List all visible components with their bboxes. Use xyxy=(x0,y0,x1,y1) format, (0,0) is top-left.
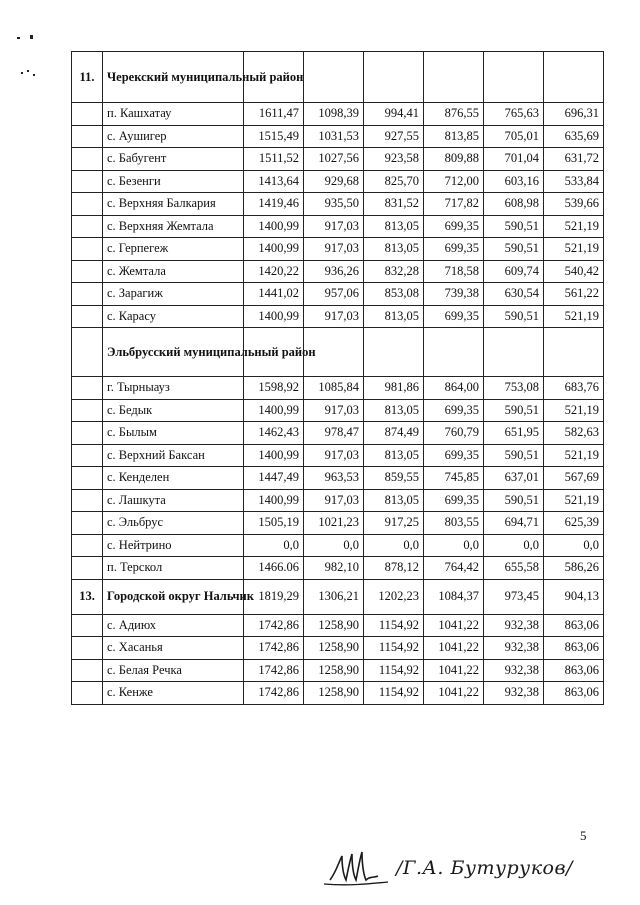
value-cell: 590,51 xyxy=(484,444,544,467)
scan-speck xyxy=(27,70,29,72)
value-cell: 651,95 xyxy=(484,422,544,445)
value-cell: 1258,90 xyxy=(304,637,364,660)
value-cell: 1400,99 xyxy=(244,399,304,422)
value-cell: 917,03 xyxy=(304,444,364,467)
value-cell: 917,03 xyxy=(304,215,364,238)
value-cell: 863,06 xyxy=(544,682,604,705)
value-cell: 813,05 xyxy=(364,215,424,238)
row-number-cell xyxy=(72,637,103,660)
row-number-cell xyxy=(72,215,103,238)
value-cell: 655,58 xyxy=(484,557,544,580)
value-cell: 813,05 xyxy=(364,489,424,512)
value-cell: 582,63 xyxy=(544,422,604,445)
row-number-cell xyxy=(72,557,103,580)
value-cell: 917,03 xyxy=(304,238,364,261)
value-cell: 929,68 xyxy=(304,170,364,193)
value-cell: 1041,22 xyxy=(424,614,484,637)
value-cell: 521,19 xyxy=(544,444,604,467)
row-number-cell xyxy=(72,260,103,283)
value-cell: 0,0 xyxy=(424,534,484,557)
row-number-cell xyxy=(72,305,103,328)
locality-name: с. Жемтала xyxy=(103,260,244,283)
value-cell: 932,38 xyxy=(484,637,544,660)
value-cell: 625,39 xyxy=(544,512,604,535)
value-cell: 1400,99 xyxy=(244,444,304,467)
section-header-row xyxy=(72,579,604,614)
section-number: 11. xyxy=(72,52,103,103)
value-cell: 696,31 xyxy=(544,103,604,126)
value-cell: 1742,86 xyxy=(244,637,304,660)
scan-speck xyxy=(33,74,35,76)
value-cell: 864,00 xyxy=(424,377,484,400)
row-number-cell xyxy=(72,444,103,467)
locality-name: с. Верхняя Балкария xyxy=(103,193,244,216)
value-cell xyxy=(544,52,604,103)
table-row xyxy=(72,422,604,445)
value-cell xyxy=(364,52,424,103)
locality-name: с. Безенги xyxy=(103,170,244,193)
section-title: Черекский муниципальный район xyxy=(103,52,244,103)
value-cell: 978,47 xyxy=(304,422,364,445)
value-cell: 637,01 xyxy=(484,467,544,490)
locality-name: с. Нейтрино xyxy=(103,534,244,557)
row-number-cell xyxy=(72,467,103,490)
value-cell: 831,52 xyxy=(364,193,424,216)
scan-speck xyxy=(17,37,20,39)
value-cell: 932,38 xyxy=(484,682,544,705)
value-cell: 982,10 xyxy=(304,557,364,580)
locality-name: с. Герпегеж xyxy=(103,238,244,261)
value-cell: 590,51 xyxy=(484,399,544,422)
value-cell: 717,82 xyxy=(424,193,484,216)
locality-name: с. Былым xyxy=(103,422,244,445)
table-row xyxy=(72,260,604,283)
value-cell: 1419,46 xyxy=(244,193,304,216)
value-cell xyxy=(304,52,364,103)
value-cell: 630,54 xyxy=(484,283,544,306)
value-cell: 701,04 xyxy=(484,148,544,171)
value-cell: 533,84 xyxy=(544,170,604,193)
row-number-cell xyxy=(72,614,103,637)
value-cell: 631,72 xyxy=(544,148,604,171)
value-cell: 935,50 xyxy=(304,193,364,216)
value-cell: 813,05 xyxy=(364,305,424,328)
value-cell: 1511,52 xyxy=(244,148,304,171)
table-row xyxy=(72,467,604,490)
locality-name: с. Верхний Баксан xyxy=(103,444,244,467)
value-cell: 1258,90 xyxy=(304,682,364,705)
value-cell: 590,51 xyxy=(484,238,544,261)
value-cell: 0,0 xyxy=(304,534,364,557)
locality-name: с. Белая Речка xyxy=(103,659,244,682)
row-number-cell xyxy=(72,148,103,171)
value-cell: 863,06 xyxy=(544,614,604,637)
row-number-cell xyxy=(72,659,103,682)
locality-name: с. Зарагиж xyxy=(103,283,244,306)
value-cell: 1154,92 xyxy=(364,659,424,682)
value-cell: 1085,84 xyxy=(304,377,364,400)
value-cell: 699,35 xyxy=(424,399,484,422)
table-row xyxy=(72,659,604,682)
value-cell: 994,41 xyxy=(364,103,424,126)
value-cell: 863,06 xyxy=(544,637,604,660)
locality-name: п. Терскол xyxy=(103,557,244,580)
row-number-cell xyxy=(72,238,103,261)
section-number: 13. xyxy=(72,579,103,614)
value-cell: 765,63 xyxy=(484,103,544,126)
value-cell: 745,85 xyxy=(424,467,484,490)
value-cell: 1258,90 xyxy=(304,614,364,637)
table-row xyxy=(72,238,604,261)
locality-name: г. Тырныауз xyxy=(103,377,244,400)
value-cell: 0,0 xyxy=(544,534,604,557)
value-cell: 1041,22 xyxy=(424,682,484,705)
value-cell: 1515,49 xyxy=(244,125,304,148)
value-cell: 1400,99 xyxy=(244,489,304,512)
locality-name: с. Карасу xyxy=(103,305,244,328)
row-number-cell xyxy=(72,283,103,306)
value-cell: 608,98 xyxy=(484,193,544,216)
value-cell: 803,55 xyxy=(424,512,484,535)
value-cell: 973,45 xyxy=(484,579,544,614)
value-cell: 904,13 xyxy=(544,579,604,614)
value-cell: 609,74 xyxy=(484,260,544,283)
value-cell: 683,76 xyxy=(544,377,604,400)
value-cell: 927,55 xyxy=(364,125,424,148)
value-cell: 825,70 xyxy=(364,170,424,193)
value-cell: 705,01 xyxy=(484,125,544,148)
value-cell: 540,42 xyxy=(544,260,604,283)
scan-speck xyxy=(30,35,33,39)
value-cell: 1041,22 xyxy=(424,659,484,682)
tariff-table xyxy=(71,51,604,705)
value-cell: 739,38 xyxy=(424,283,484,306)
table-row xyxy=(72,614,604,637)
value-cell: 917,03 xyxy=(304,489,364,512)
value-cell: 859,55 xyxy=(364,467,424,490)
section-header-row xyxy=(72,52,604,103)
row-number-cell xyxy=(72,422,103,445)
table-row xyxy=(72,103,604,126)
value-cell: 1505,19 xyxy=(244,512,304,535)
value-cell: 917,25 xyxy=(364,512,424,535)
value-cell: 590,51 xyxy=(484,305,544,328)
section-title: Эльбрусский муниципальный район xyxy=(103,328,244,377)
value-cell: 1598,92 xyxy=(244,377,304,400)
value-cell xyxy=(364,328,424,377)
locality-name: с. Бедык xyxy=(103,399,244,422)
value-cell: 521,19 xyxy=(544,238,604,261)
value-cell: 876,55 xyxy=(424,103,484,126)
value-cell: 699,35 xyxy=(424,444,484,467)
value-cell: 699,35 xyxy=(424,238,484,261)
value-cell: 694,71 xyxy=(484,512,544,535)
table-row xyxy=(72,170,604,193)
table-row xyxy=(72,305,604,328)
locality-name: с. Аушигер xyxy=(103,125,244,148)
value-cell: 1462,43 xyxy=(244,422,304,445)
table-row xyxy=(72,512,604,535)
value-cell: 586,26 xyxy=(544,557,604,580)
value-cell: 932,38 xyxy=(484,614,544,637)
value-cell: 1154,92 xyxy=(364,682,424,705)
locality-name: с. Кенделен xyxy=(103,467,244,490)
value-cell: 813,85 xyxy=(424,125,484,148)
value-cell: 712,00 xyxy=(424,170,484,193)
value-cell: 0,0 xyxy=(364,534,424,557)
row-number-cell xyxy=(72,399,103,422)
table-row xyxy=(72,399,604,422)
value-cell: 1441,02 xyxy=(244,283,304,306)
locality-name: с. Кенже xyxy=(103,682,244,705)
value-cell: 923,58 xyxy=(364,148,424,171)
row-number-cell xyxy=(72,489,103,512)
value-cell: 561,22 xyxy=(544,283,604,306)
value-cell: 832,28 xyxy=(364,260,424,283)
value-cell: 521,19 xyxy=(544,399,604,422)
section-header-row xyxy=(72,328,604,377)
value-cell: 813,05 xyxy=(364,444,424,467)
value-cell: 1306,21 xyxy=(304,579,364,614)
scan-speck xyxy=(21,72,23,74)
locality-name: с. Адиюх xyxy=(103,614,244,637)
value-cell: 863,06 xyxy=(544,659,604,682)
locality-name: п. Кашхатау xyxy=(103,103,244,126)
value-cell: 917,03 xyxy=(304,399,364,422)
value-cell xyxy=(424,52,484,103)
row-number-cell xyxy=(72,103,103,126)
value-cell: 1611,47 xyxy=(244,103,304,126)
value-cell xyxy=(424,328,484,377)
row-number-cell xyxy=(72,193,103,216)
table-row xyxy=(72,682,604,705)
table-row xyxy=(72,377,604,400)
value-cell: 718,58 xyxy=(424,260,484,283)
value-cell: 753,08 xyxy=(484,377,544,400)
value-cell: 567,69 xyxy=(544,467,604,490)
row-number-cell xyxy=(72,125,103,148)
table-row xyxy=(72,489,604,512)
value-cell: 760,79 xyxy=(424,422,484,445)
value-cell xyxy=(544,328,604,377)
value-cell: 1819,29 xyxy=(244,579,304,614)
value-cell xyxy=(484,328,544,377)
value-cell: 809,88 xyxy=(424,148,484,171)
value-cell: 874,49 xyxy=(364,422,424,445)
locality-name: с. Бабугент xyxy=(103,148,244,171)
value-cell: 590,51 xyxy=(484,489,544,512)
table-row xyxy=(72,557,604,580)
value-cell: 1154,92 xyxy=(364,614,424,637)
value-cell: 521,19 xyxy=(544,215,604,238)
table-row xyxy=(72,215,604,238)
value-cell: 981,86 xyxy=(364,377,424,400)
locality-name: с. Эльбрус xyxy=(103,512,244,535)
value-cell: 1466.06 xyxy=(244,557,304,580)
value-cell: 813,05 xyxy=(364,238,424,261)
value-cell: 813,05 xyxy=(364,399,424,422)
value-cell: 957,06 xyxy=(304,283,364,306)
locality-name: с. Верхняя Жемтала xyxy=(103,215,244,238)
value-cell: 917,03 xyxy=(304,305,364,328)
value-cell: 1021,23 xyxy=(304,512,364,535)
value-cell: 936,26 xyxy=(304,260,364,283)
value-cell: 764,42 xyxy=(424,557,484,580)
value-cell: 1420,22 xyxy=(244,260,304,283)
section-title: Городской округ Нальчик xyxy=(103,579,244,614)
value-cell: 521,19 xyxy=(544,489,604,512)
signature-name: /Г.А. Бутуруков/ xyxy=(396,857,573,879)
value-cell: 1400,99 xyxy=(244,305,304,328)
value-cell: 1027,56 xyxy=(304,148,364,171)
value-cell: 932,38 xyxy=(484,659,544,682)
value-cell: 521,19 xyxy=(544,305,604,328)
value-cell: 853,08 xyxy=(364,283,424,306)
value-cell: 699,35 xyxy=(424,305,484,328)
row-number-cell xyxy=(72,534,103,557)
row-number-cell xyxy=(72,377,103,400)
value-cell: 1742,86 xyxy=(244,682,304,705)
value-cell: 1742,86 xyxy=(244,614,304,637)
value-cell: 1413,64 xyxy=(244,170,304,193)
value-cell: 699,35 xyxy=(424,489,484,512)
locality-name: с. Хасанья xyxy=(103,637,244,660)
row-number-cell xyxy=(72,682,103,705)
table-row xyxy=(72,125,604,148)
value-cell: 0,0 xyxy=(244,534,304,557)
value-cell: 1031,53 xyxy=(304,125,364,148)
value-cell: 539,66 xyxy=(544,193,604,216)
value-cell: 1447,49 xyxy=(244,467,304,490)
value-cell: 0,0 xyxy=(484,534,544,557)
value-cell: 1084,37 xyxy=(424,579,484,614)
value-cell: 603,16 xyxy=(484,170,544,193)
table-row xyxy=(72,444,604,467)
value-cell: 1098,39 xyxy=(304,103,364,126)
value-cell: 963,53 xyxy=(304,467,364,490)
table-row xyxy=(72,148,604,171)
value-cell: 1202,23 xyxy=(364,579,424,614)
locality-name: с. Лашкута xyxy=(103,489,244,512)
value-cell: 699,35 xyxy=(424,215,484,238)
value-cell: 1400,99 xyxy=(244,238,304,261)
value-cell: 1154,92 xyxy=(364,637,424,660)
value-cell: 1742,86 xyxy=(244,659,304,682)
section-number xyxy=(72,328,103,377)
table-row xyxy=(72,193,604,216)
table-row xyxy=(72,283,604,306)
row-number-cell xyxy=(72,170,103,193)
value-cell: 590,51 xyxy=(484,215,544,238)
value-cell: 1041,22 xyxy=(424,637,484,660)
value-cell xyxy=(484,52,544,103)
table-row xyxy=(72,534,604,557)
page-number: 5 xyxy=(580,828,587,843)
row-number-cell xyxy=(72,512,103,535)
value-cell: 635,69 xyxy=(544,125,604,148)
value-cell: 1258,90 xyxy=(304,659,364,682)
value-cell: 1400,99 xyxy=(244,215,304,238)
value-cell: 878,12 xyxy=(364,557,424,580)
table-row xyxy=(72,637,604,660)
